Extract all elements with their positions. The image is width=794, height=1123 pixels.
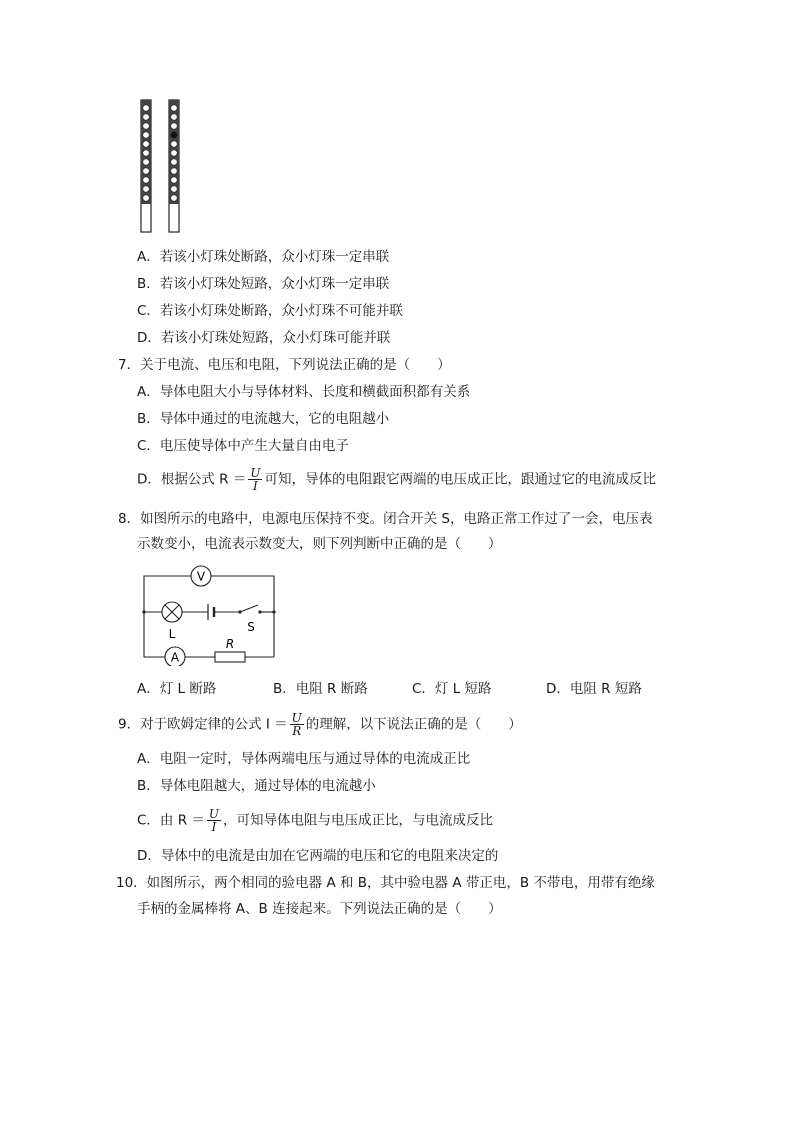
formula-fraction: $\frac{U}{I}$: [250, 466, 261, 493]
q7-option-c: C．电压使导体中产生大量自由电子: [137, 438, 349, 454]
ammeter: [165, 647, 185, 666]
q8-option-c: C．灯 L 短路: [412, 681, 492, 697]
q7-option-b: B．导体中通过的电流越大，它的电阻越小: [137, 411, 390, 427]
q7-option-d: [137, 467, 656, 492]
q7-stem: 7．关于电流、电压和电阻，下列说法正确的是（ ）: [118, 357, 451, 373]
battery: [208, 604, 214, 620]
light-string-left: [141, 100, 151, 232]
q9-stem: 9．对于欧姆定律的公式 I ＝ $\frac{U}{R}$ 的理解，以下说法正确的是（ ）: [118, 711, 522, 738]
q7-option-d-suffix: 可知，导体的电阻跟它两端的电压成正比，跟通过它的电流成反比: [264, 471, 656, 488]
q10-stem-line1: 10．如图所示，两个相同的验电器 A 和 B，其中验电器 A 带正电，B 不带电，用带有绝缘: [116, 875, 655, 891]
q9-option-b: B．导体电阻越大，通过导体的电流越小: [137, 778, 376, 794]
q7-option-d-prefix: D．根据公式 R ＝: [137, 471, 247, 488]
svg-text:V: V: [196, 569, 206, 584]
q8-option-b: B．电阻 R 断路: [273, 681, 368, 697]
formula-fraction: $\frac{U}{R}$: [291, 711, 302, 738]
voltmeter: [191, 566, 211, 586]
q6-option-b: B．若该小灯珠处短路，众小灯珠一定串联: [137, 276, 390, 292]
q8-option-d: D．电阻 R 短路: [546, 681, 642, 697]
resistor-r: [215, 637, 245, 662]
q6-option-a: A．若该小灯珠处断路，众小灯珠一定串联: [137, 249, 390, 265]
q8-stem-line1: 8．如图所示的电路中，电源电压保持不变。闭合开关 S，电路正常工作过了一会，电压表: [118, 511, 653, 527]
svg-text:S: S: [247, 620, 255, 634]
svg-text:A: A: [170, 650, 180, 665]
q8-option-a: A．灯 L 断路: [137, 681, 217, 697]
formula-fraction: $\frac{U}{I}$: [208, 807, 220, 834]
svg-text:L: L: [168, 627, 176, 641]
lamp-l: [162, 602, 182, 641]
q9-option-d: D．导体中的电流是由加在它两端的电压和它的电阻来决定的: [137, 848, 499, 864]
q9-option-c: C．由 R ＝ $\frac{U}{I}$ ，可知导体电阻与电压成正比，与电流成反比: [137, 807, 494, 834]
q6-option-c: C．若该小灯珠处断路，众小灯珠不可能并联: [137, 303, 403, 319]
light-string-right: [169, 100, 179, 232]
q6-option-d: D．若该小灯珠处短路，众小灯珠可能并联: [137, 330, 391, 346]
light-strings-figure: [138, 96, 184, 236]
q7-option-a: A．导体电阻大小与导体材料、长度和横截面积都有关系: [137, 384, 471, 400]
svg-text:R: R: [225, 637, 235, 651]
circuit-diagram: [138, 564, 283, 666]
q9-option-a: A．电阻一定时，导体两端电压与通过导体的电流成正比: [137, 751, 471, 767]
q8-stem-line2: 示数变小，电流表示数变大，则下列判断中正确的是（ ）: [137, 536, 502, 552]
q10-stem-line2: 手柄的金属棒将 A、B 连接起来。下列说法正确的是（ ）: [137, 901, 502, 917]
